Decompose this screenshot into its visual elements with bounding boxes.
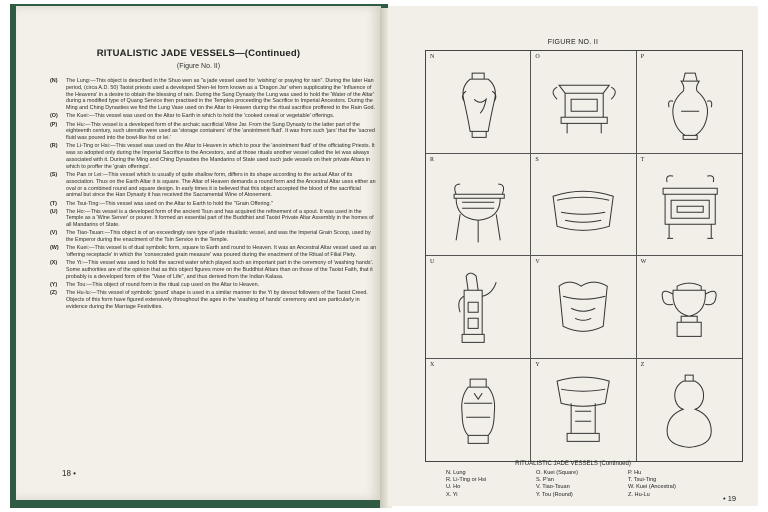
entry-text: The Lung:—This object is described in the Shuo wen as "a jade vessel used for 'wishing' or praying for rain". During the later Han period, (circa A.D. 50) Taoist priests used a developed Shen-lei form known as a 'Dragon Jar' when supplicating the 'Influence of the Heavens' in a desire to obtain the blessing of rain. During the Sung Dynasty the Lung was used to hold the 'Water of the Altar' during a modified type of Quang Service then practised in the Temples proceeding the Sacrifice to Imperial Ancestors. During the Ming and Ching Dynasties we find the Lung Vase used on the Altar to Heaven during the ritual sacrifice proffered to the Rain God. [66, 78, 376, 112]
entry-item [50, 282, 378, 289]
page-title: RITUALISTIC JADE VESSELS—(Continued) [96, 48, 301, 59]
legend-entry: W. Kuei (Ancestral) [628, 484, 676, 491]
entry-text: The Yi:—This vessel was used to hold the sacred water which played such an important part in the ceremony of 'washing hands'. Some authorities are of the opinion that as this object figures more on the Buddhist Altars than on those of the Taoist Faith, that it probably is a developed form of the "Vase of Life", and thus derived from the Indian Kalasa. [66, 260, 374, 281]
legend-entry: V. Tiao-Tsuan [536, 484, 570, 491]
entry-text: The Tou:—This object of round form is the ritual cup used on the Altar to Heaven. [66, 282, 260, 289]
legend-entry: R. Li-Ting or Hsi [446, 477, 487, 484]
legend-entry: S. P'an [536, 477, 554, 484]
entry-letter: (T) [50, 200, 57, 207]
entry-letter: (S) [50, 171, 58, 178]
legend-entry: O. Kuei (Square) [536, 470, 578, 476]
entry-text: The Hu:—This vessel is a developed form of the archaic sacrificial Wine Jar. From the Sung Dynasty to the latter part of the eighteenth century, such utensils were used as 'storage containers' of the 'anointment fluid'. It was from such 'jars' that the 'sacred fluid was poured into the bowl-like hsi or lei.' [66, 121, 375, 142]
figure-cell [637, 256, 742, 359]
lung-vase-illustration-icon [426, 51, 531, 154]
legend-entry: Y. Tou (Round) [536, 491, 573, 498]
figure-cell-label: V [535, 259, 540, 265]
figure-cell [426, 256, 531, 359]
figure-cell [531, 154, 636, 257]
entry-item [50, 260, 378, 280]
legend-entry: N. Lung [446, 470, 466, 476]
entry-item [50, 230, 378, 244]
figure-cell-label: T [640, 156, 645, 163]
square-footed-ting-illustration-icon [637, 154, 742, 257]
entry-letter: (P) [50, 121, 58, 128]
entry-item [50, 209, 378, 229]
figure-cell-label: P [640, 54, 644, 60]
entry-item [50, 113, 378, 120]
handled-kuei-illustration-icon [637, 256, 742, 359]
entry-letter: (Z) [50, 290, 57, 297]
tou-cup-illustration-icon [531, 359, 636, 462]
entry-letter: (O) [50, 113, 58, 120]
figure-cell [637, 154, 742, 257]
figure-cell [426, 154, 531, 257]
kuei-square-illustration-icon [531, 51, 636, 154]
figure-cell [426, 359, 531, 462]
entry-item [50, 290, 378, 310]
entry-item [50, 122, 378, 142]
entry-letter: (X) [50, 260, 58, 267]
figure-grid [425, 50, 743, 462]
figure-cell-label: S [535, 156, 539, 163]
entry-letter: (U) [50, 208, 58, 215]
entry-item [50, 143, 378, 170]
figure-cell-label: X [430, 361, 435, 368]
figure-cell [531, 256, 636, 359]
right-page [388, 6, 758, 506]
entry-text: The Ho:—This vessel is a developed form of the ancient Tsun and has acquired the refinement of a spout. It was used in the Temple as a 'Wine Server' or pourer. It formed an essential part of the Buddhist and Taoist Private Altar Assembly in the homes of all Mandarins of State. [66, 208, 374, 229]
entry-letter: (Y) [50, 282, 58, 289]
figure-cell-label: N [430, 54, 435, 60]
legend-entry: T. Tsui-Ting [628, 477, 657, 484]
legend-entry: P. Hu [628, 470, 642, 476]
figure-cell [426, 51, 531, 154]
figure-title: FIGURE NO. II [547, 39, 599, 46]
figure-cell-label: Y [535, 361, 540, 368]
entry-text: The Tiao-Tsuan:—This object is of an exceedingly rare type of jade ritualistic vessel, and was the Imperial Grain Scoop, used by the Emperor during the enactment of the Tsin Service in the Temple. [66, 230, 371, 244]
tripod-cauldron-illustration-icon [426, 154, 531, 257]
legend-entry: Z. Hu-Lu [628, 491, 650, 498]
figure-cell-label: W [640, 259, 647, 265]
figure-cell [531, 51, 636, 154]
entry-text: The Li-Ting or Hsi:—This vessel was used on the Altar to Heaven in which to pour the 'anointment fluid' of the officiating Priests. It was so adopted only during the Imperial Sacrifice to the Ancestors, and at those rituals another vessel called the lei was always associated with it. During the Ming and Ching Dynasties the Mandarins of State used such jade vessels on their private Altars in which to proffer the 'grain offerings'. [66, 143, 375, 170]
page-number-left: 18 • [62, 469, 76, 478]
entry-text: The Pan or Lei:—This vessel which is usually of quite shallow form, differs in its shape according to the actual Altar of its association. Thus on the Earth Altar it is square. The Altar of Heaven demands a round form and the Ancestral Altar uses either an oval or a combined round and square design. In early times it is believed that this object accepted the blood of the sacrificial animal but since the Han Dynasty it has received the Sacramental Wine of Atonement. [66, 171, 376, 199]
entry-item [50, 172, 378, 199]
spouted-ewer-illustration-icon [426, 256, 531, 359]
figure-caption-title: RITUALISTIC JADE VESSELS (Continued) [515, 461, 631, 467]
figure-cell [637, 51, 742, 154]
entry-item [50, 78, 378, 112]
legend-entry: X. Yi [446, 491, 458, 498]
entry-text: The Kuei:—This vessel is of dual symbolic form, square to Earth and round to Heaven. It was an Ancestral Altar vessel used as an 'offering receptacle' in which the 'consecrated grain measure' was poured during the enactment of the Ritual of Filial Piety. [66, 245, 377, 259]
shallow-pan-illustration-icon [531, 154, 636, 257]
legend-entry: U. Ho [446, 484, 461, 491]
figure-cell-label: U [430, 259, 435, 265]
yi-vase-illustration-icon [426, 359, 531, 462]
figure-reference: (Figure No. II) [176, 63, 221, 70]
figure-cell-label: Z [640, 361, 645, 368]
entry-item [50, 201, 378, 208]
hu-lidded-jar-illustration-icon [637, 51, 742, 154]
entry-text: The Tsui-Ting:—This vessel was used on the Altar to Earth to hold the "Grain Offering." [66, 200, 273, 207]
left-page [16, 6, 381, 500]
grain-scoop-illustration-icon [531, 256, 636, 359]
entries-list [50, 78, 378, 312]
entry-text: The Hu-lu:—This vessel of symbolic 'gourd' shape is used in a similar manner to the Yi by devout followers of the Taoist Creed. Objects of this form have figured extensively throughout the ages in the 'washing of hands' ceremony and are particularly in evidence during the Marriage Festivities. [66, 290, 368, 310]
entry-letter: (R) [50, 143, 58, 150]
figure-cell [637, 359, 742, 462]
figure-cell-label: O [535, 54, 540, 60]
figure-cell-label: R [430, 156, 435, 163]
entry-letter: (V) [50, 230, 58, 237]
figure-legend [446, 470, 746, 502]
entry-letter: (N) [50, 78, 58, 84]
gourd-hulu-illustration-icon [637, 359, 742, 462]
entry-letter: (W) [50, 245, 59, 252]
page-number-right: • 19 [723, 494, 737, 503]
entry-text: The Kuei:—This vessel was used on the Altar to Earth in which to hold the 'cooked cereal or vegetable' offerings. [66, 113, 335, 120]
entry-item [50, 245, 378, 259]
figure-cell [531, 359, 636, 462]
